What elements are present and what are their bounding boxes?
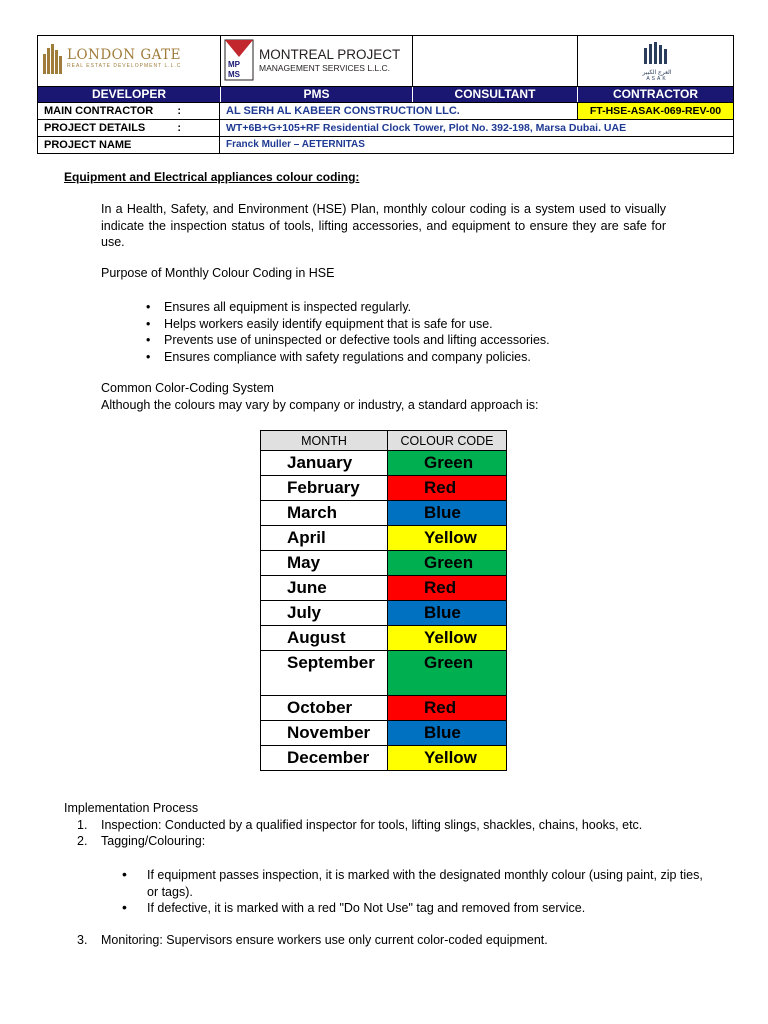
contractor-name: ASAK — [646, 76, 668, 82]
table-row — [261, 476, 507, 501]
pms-name: MONTREAL PROJECT — [259, 47, 401, 62]
colour-cell: Green — [388, 651, 507, 696]
project-name-value: Franck Muller – AETERNITAS — [226, 139, 365, 150]
developer-name: LONDON GATE — [67, 46, 181, 63]
contractor-logo-cell — [578, 36, 733, 86]
colour-cell: Green — [388, 451, 507, 476]
list-item: • Prevents use of uninspected or defective tools and lifting accessories. — [146, 332, 550, 349]
month-cell: November — [261, 721, 388, 746]
implementation-step-2: 2. Tagging/Colouring: — [77, 834, 206, 848]
purpose-title: Purpose of Monthly Colour Coding in HSE — [101, 266, 335, 280]
main-contractor-label: MAIN CONTRACTOR : — [38, 103, 220, 119]
document-reference: FT-HSE-ASAK-069-REV-00 — [577, 103, 733, 119]
colour-code-table — [260, 430, 507, 771]
table-row — [261, 746, 507, 771]
consultant-logo-cell — [413, 36, 578, 86]
project-details-row — [38, 119, 733, 136]
month-cell: September — [261, 651, 388, 696]
table-row — [261, 721, 507, 746]
role-consultant: CONSULTANT — [413, 87, 578, 102]
month-cell: June — [261, 576, 388, 601]
svg-text:MP: MP — [228, 60, 240, 69]
table-row — [261, 526, 507, 551]
month-cell: July — [261, 601, 388, 626]
mpms-logo — [224, 39, 400, 81]
implementation-step-1: 1. Inspection: Conducted by a qualified inspector for tools, lifting slings, shackles, chains, hooks, etc. — [77, 818, 643, 832]
month-cell: January — [261, 451, 388, 476]
project-details-value: WT+6B+G+105+RF Residential Clock Tower, Plot No. 392-198, Marsa Dubai. UAE — [226, 122, 627, 134]
colour-column-header: COLOUR CODE — [388, 431, 507, 451]
table-row — [261, 576, 507, 601]
svg-text:MS: MS — [228, 70, 240, 79]
role-contractor: CONTRACTOR — [612, 87, 699, 101]
contractor-arabic-name: العرج الكبير — [642, 70, 672, 76]
developer-logo-cell — [38, 36, 221, 86]
common-system-description: Although the colours may vary by company or industry, a standard approach is: — [101, 397, 539, 412]
london-gate-logo — [42, 44, 181, 74]
asak-logo — [638, 42, 676, 82]
common-system-title: Common Color-Coding System — [101, 381, 274, 395]
section-heading: Equipment and Electrical appliances colour coding: — [64, 170, 360, 184]
colour-cell: Red — [388, 696, 507, 721]
implementation-sub-item-2: • If defective, it is marked with a red "Do Not Use" tag and removed from service. — [122, 899, 586, 915]
colour-cell: Blue — [388, 601, 507, 626]
table-row — [261, 696, 507, 721]
common-system-text — [101, 380, 539, 413]
intro-paragraph: In a Health, Safety, and Environment (HSE) Plan, monthly colour coding is a system used to visually indicate the inspection status of tools, lifting accessories, and equipment to ensure they are safe for use. — [101, 202, 666, 249]
developer-subtitle: REAL ESTATE DEVELOPMENT L.L.C — [67, 63, 182, 70]
project-name-row — [38, 136, 733, 153]
table-header-row — [261, 431, 507, 451]
implementation-sub-item-1: • If equipment passes inspection, it is marked with the designated monthly colour (using paint, zip ties, or tags). — [122, 866, 703, 899]
month-cell: March — [261, 501, 388, 526]
month-cell: February — [261, 476, 388, 501]
table-row — [261, 601, 507, 626]
asak-building-icon — [642, 42, 672, 64]
document-header — [37, 35, 734, 154]
table-row — [261, 626, 507, 651]
colour-cell: Blue — [388, 721, 507, 746]
list-item: • Ensures all equipment is inspected regularly. — [146, 299, 550, 316]
table-row — [261, 501, 507, 526]
table-row — [261, 551, 507, 576]
role-bar — [38, 87, 733, 103]
table-row — [261, 651, 507, 696]
pms-logo-cell — [221, 36, 413, 86]
pms-subtitle: MANAGEMENT SERVICES L.L.C. — [259, 62, 390, 73]
implementation-title: Implementation Process — [64, 801, 199, 815]
colour-cell: Blue — [388, 501, 507, 526]
colour-cell: Yellow — [388, 526, 507, 551]
colour-cell: Yellow — [388, 746, 507, 771]
month-cell: August — [261, 626, 388, 651]
project-details-label: PROJECT DETAILS : — [38, 120, 220, 136]
role-developer: DEVELOPER — [38, 87, 221, 102]
month-cell: April — [261, 526, 388, 551]
mpms-mark-icon — [224, 39, 254, 81]
logo-row — [38, 36, 733, 87]
table-row — [261, 451, 507, 476]
colour-cell: Red — [388, 576, 507, 601]
main-contractor-row — [38, 103, 733, 119]
list-item: • Ensures compliance with safety regulations and company policies. — [146, 349, 550, 366]
month-cell: October — [261, 696, 388, 721]
colour-cell: Yellow — [388, 626, 507, 651]
implementation-step-3: 3. Monitoring: Supervisors ensure workers use only current color-coded equipment. — [77, 933, 548, 947]
colour-cell: Green — [388, 551, 507, 576]
purpose-list — [146, 299, 550, 365]
month-column-header: MONTH — [261, 431, 388, 451]
month-cell: May — [261, 551, 388, 576]
building-icon — [42, 44, 64, 74]
month-cell: December — [261, 746, 388, 771]
colour-cell: Red — [388, 476, 507, 501]
role-pms: PMS — [221, 87, 413, 102]
main-contractor-value: AL SERH AL KABEER CONSTRUCTION LLC. — [226, 105, 460, 117]
list-item: • Helps workers easily identify equipment that is safe for use. — [146, 316, 550, 333]
project-name-label: PROJECT NAME — [38, 137, 220, 153]
